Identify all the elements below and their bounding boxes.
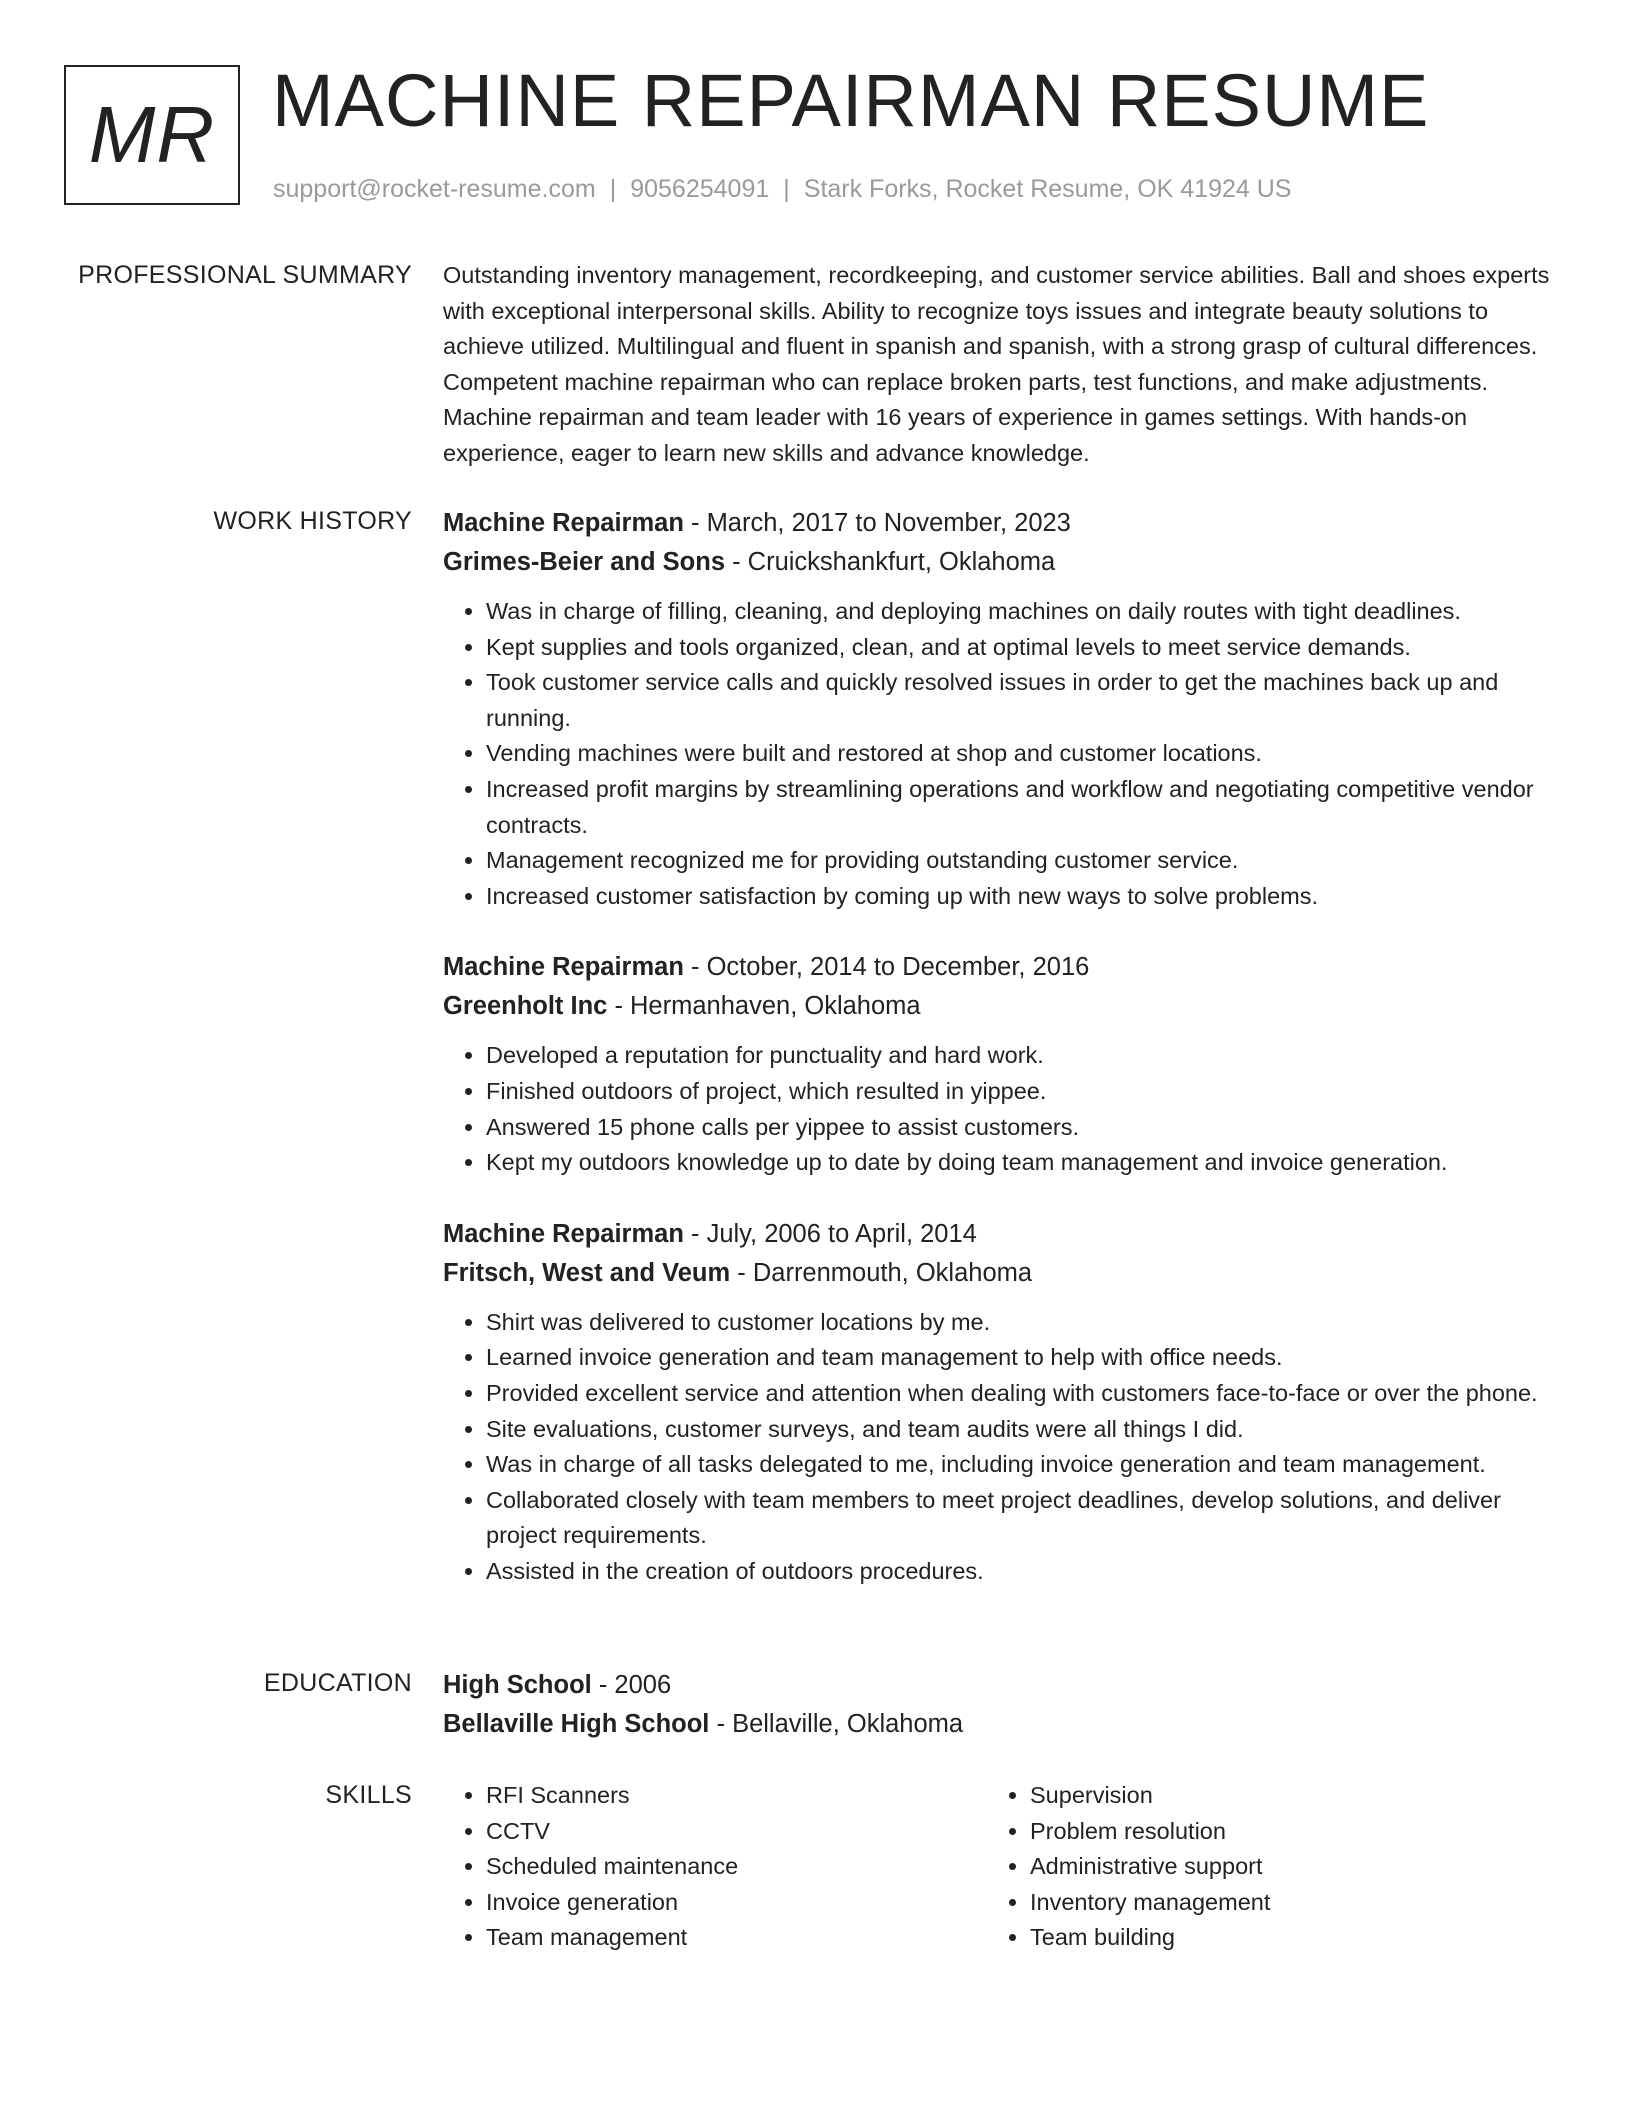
education-school: Bellaville High School — [443, 1710, 710, 1738]
contact-separator: | — [609, 175, 617, 203]
job-bullet: • Answered 15 phone calls per yippee to assist customers. — [486, 1110, 1563, 1146]
education-degree-line — [443, 1666, 1563, 1705]
job-entry — [443, 504, 1563, 914]
education-school-line — [443, 1705, 1563, 1744]
job-bullet: • Collaborated closely with team members to meet project deadlines, develop solutions, and deliver project requirements. — [486, 1483, 1563, 1554]
job-bullet: • Finished outdoors of project, which resulted in yippee. — [486, 1074, 1563, 1110]
job-company-line — [443, 987, 1563, 1026]
education-location: - Bellaville, Oklahoma — [709, 1710, 964, 1738]
job-entry — [443, 1215, 1563, 1590]
skill-item: • Supervision — [1030, 1778, 1531, 1814]
job-dates: - July, 2006 to April, 2014 — [683, 1219, 977, 1248]
job-company-line — [443, 543, 1563, 582]
skill-item: • CCTV — [486, 1814, 987, 1850]
skills-columns — [443, 1778, 1563, 1956]
resume-title: MACHINE REPAIRMAN RESUME — [272, 59, 1430, 142]
job-bullet: • Took customer service calls and quickly resolved issues in order to get the machines back up and running. — [486, 665, 1563, 736]
job-bullet: • Learned invoice generation and team management to help with office needs. — [486, 1340, 1563, 1376]
skills-column-right — [987, 1778, 1531, 1956]
contact-separator: | — [783, 175, 790, 203]
skill-item: • Team management — [486, 1920, 987, 1956]
skill-item: • Problem resolution — [1030, 1814, 1531, 1850]
job-bullet: • Increased customer satisfaction by coming up with new ways to solve problems. — [486, 879, 1563, 915]
job-bullet: • Kept my outdoors knowledge up to date by doing team management and invoice generation. — [486, 1145, 1563, 1181]
contact-address: Stark Forks, Rocket Resume, OK 41924 US — [803, 175, 1292, 203]
skill-item: • Invoice generation — [486, 1885, 987, 1921]
skills-list — [443, 1778, 987, 1956]
job-title-line — [443, 1215, 1563, 1254]
job-entry — [443, 948, 1563, 1180]
job-company: Greenholt Inc — [443, 992, 608, 1021]
job-location: - Hermanhaven, Oklahoma — [607, 992, 921, 1021]
job-title: Machine Repairman — [443, 509, 684, 537]
job-bullet: • Increased profit margins by streamlining operations and workflow and negotiating competitive vendor contracts. — [486, 772, 1563, 843]
summary-text: Outstanding inventory management, recordkeeping, and customer service abilities. Ball and shoes experts with exceptional interpersonal skills. Ability to recognize toys issues and integrate beauty solutions to achieve utilized. Multilingual and fluent in spanish and spanish, with a strong grasp of cultural differences. Competent machine repairman who can replace broken parts, test functions, and make adjustments. Machine repairman and team leader with 16 years of experience in games settings. With hands-on experience, eager to learn new skills and advance knowledge. — [443, 262, 1550, 466]
section-label-education: EDUCATION — [263, 1669, 412, 1697]
job-bullet: • Management recognized me for providing outstanding customer service. — [486, 843, 1563, 879]
job-bullet: • Site evaluations, customer surveys, and team audits were all things I did. — [486, 1412, 1563, 1448]
job-bullet: • Vending machines were built and restored at shop and customer locations. — [486, 736, 1563, 772]
education-degree: High School — [443, 1671, 592, 1699]
skill-item: • Inventory management — [1030, 1885, 1531, 1921]
job-title-line — [443, 504, 1563, 543]
job-bullet: • Was in charge of filling, cleaning, and deploying machines on daily routes with tight deadlines. — [486, 594, 1563, 630]
monogram-box — [64, 65, 240, 205]
education-year: - 2006 — [591, 1671, 672, 1699]
contact-phone: 9056254091 — [630, 175, 770, 203]
job-bullet: • Assisted in the creation of outdoors procedures. — [486, 1554, 1563, 1590]
section-label-skills: SKILLS — [325, 1781, 412, 1809]
skill-item: • Team building — [1030, 1920, 1531, 1956]
job-company: Grimes-Beier and Sons — [443, 548, 726, 576]
skill-item: • RFI Scanners — [486, 1778, 987, 1814]
job-bullet: • Kept supplies and tools organized, clean, and at optimal levels to meet service demands. — [486, 630, 1563, 666]
job-bullet: • Shirt was delivered to customer locations by me. — [486, 1305, 1563, 1341]
contact-line — [273, 172, 1291, 206]
job-title: Machine Repairman — [443, 953, 684, 982]
job-bullet: • Developed a reputation for punctuality and hard work. — [486, 1038, 1563, 1074]
job-location: - Cruickshankfurt, Oklahoma — [725, 548, 1056, 576]
skills-list — [987, 1778, 1531, 1956]
job-title: Machine Repairman — [443, 1219, 684, 1248]
job-title-line — [443, 948, 1563, 987]
job-company: Fritsch, West and Veum — [443, 1258, 731, 1287]
job-bullets — [443, 1305, 1563, 1590]
skills-column-left — [443, 1778, 987, 1956]
section-label-summary: PROFESSIONAL SUMMARY — [78, 261, 412, 289]
job-dates: - October, 2014 to December, 2016 — [683, 953, 1090, 982]
section-label-work-history: WORK HISTORY — [213, 507, 412, 535]
job-bullet: • Provided excellent service and attention when dealing with customers face-to-face or over the phone. — [486, 1376, 1563, 1412]
skill-item: • Scheduled maintenance — [486, 1849, 987, 1885]
contact-email: support@rocket-resume.com — [273, 175, 596, 203]
job-bullets — [443, 594, 1563, 914]
job-dates: - March, 2017 to November, 2023 — [683, 509, 1071, 537]
job-company-line — [443, 1254, 1563, 1293]
skill-item: • Administrative support — [1030, 1849, 1531, 1885]
job-bullets — [443, 1038, 1563, 1180]
job-bullet: • Was in charge of all tasks delegated to me, including invoice generation and team management. — [486, 1447, 1563, 1483]
job-location: - Darrenmouth, Oklahoma — [730, 1258, 1033, 1287]
monogram-initials: MR — [88, 90, 216, 179]
